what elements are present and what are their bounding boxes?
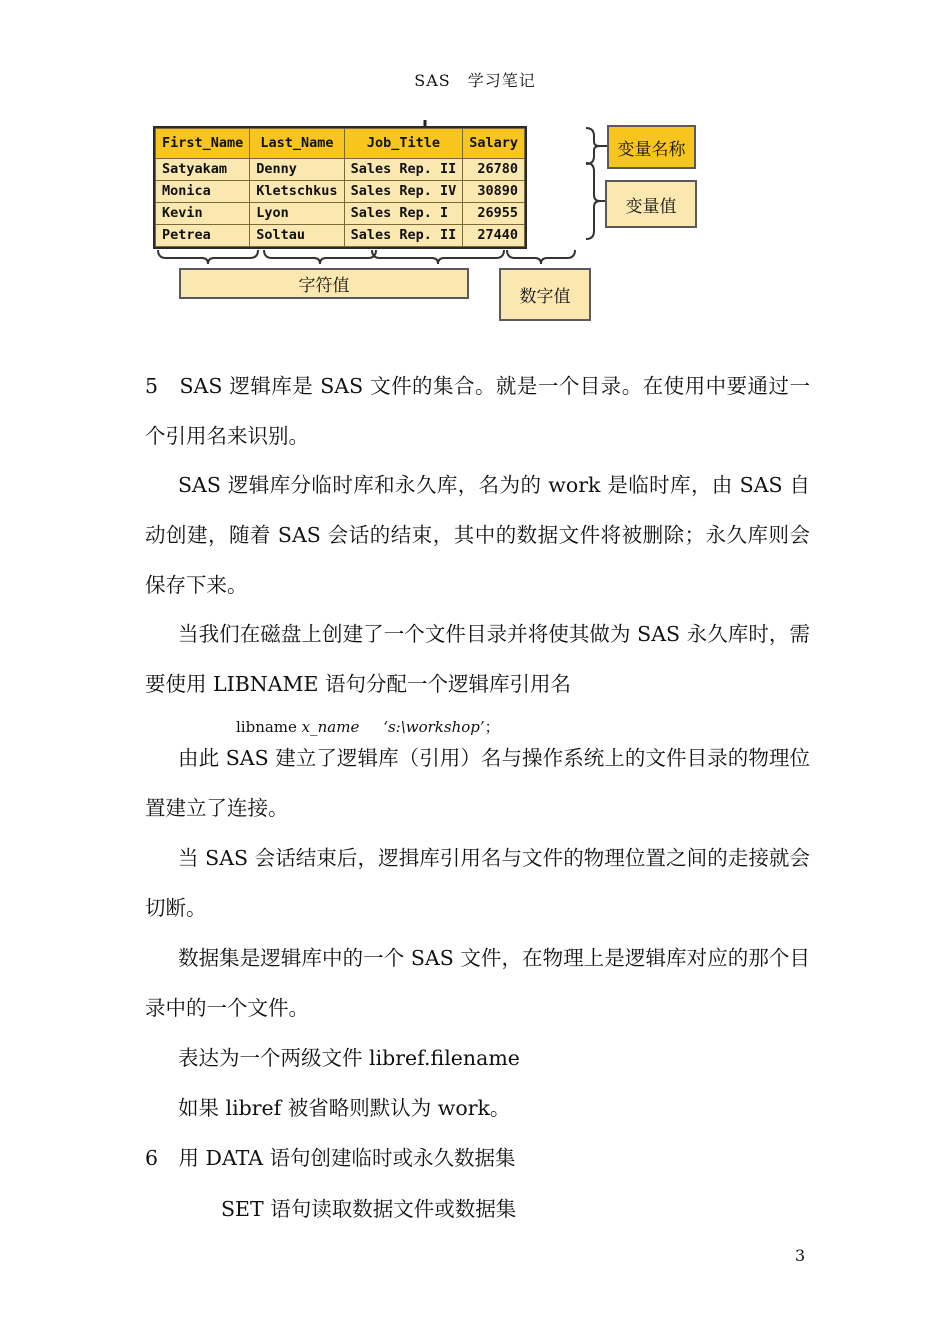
paragraph-libname: 当我们在磁盘上创建了一个文件目录并将使其做为 SAS 永久库时，需要使用 LIBNAME 语句分配一个逻辑库引用名 bbox=[145, 622, 810, 696]
paragraph-library-intro: 5 SAS 逻辑库是 SAS 文件的集合。就是一个目录。在使用中要通过一个引用名来识别。 bbox=[145, 374, 810, 448]
table-row bbox=[156, 203, 525, 225]
table-cell: Soltau bbox=[250, 225, 344, 247]
code-path: ‘s:\workshop’ bbox=[383, 718, 485, 736]
table-cell: 30890 bbox=[463, 181, 525, 203]
table-cell: Denny bbox=[250, 159, 344, 181]
table-cell: Lyon bbox=[250, 203, 344, 225]
paragraph-two-level-name: 表达为一个两级文件 libref.filename bbox=[178, 1046, 520, 1070]
table-cell: Kletschkus bbox=[250, 181, 344, 203]
table-cell: Sales Rep. IV bbox=[344, 181, 463, 203]
table-cell: Sales Rep. I bbox=[344, 203, 463, 225]
table-cell: 26955 bbox=[463, 203, 525, 225]
table-cell: 27440 bbox=[463, 225, 525, 247]
column-header: Salary bbox=[463, 129, 525, 159]
page-header: SAS 学习笔记 bbox=[414, 71, 536, 90]
paragraph-dataset: 数据集是逻辑库中的一个 SAS 文件，在物理上是逻辑库对应的那个目录中的一个文件。 bbox=[145, 946, 810, 1020]
table-row bbox=[156, 159, 525, 181]
numeric-value-label: 数字值 bbox=[499, 268, 591, 321]
code-libref: x_name bbox=[301, 718, 360, 736]
sample-dataset-table bbox=[155, 128, 525, 247]
column-header: Last_Name bbox=[250, 129, 344, 159]
table-header-row bbox=[156, 129, 525, 159]
table-cell: Monica bbox=[156, 181, 250, 203]
table-cell: 26780 bbox=[463, 159, 525, 181]
variable-name-label: 变量名称 bbox=[607, 125, 696, 169]
code-keyword: libname bbox=[236, 718, 302, 736]
variable-value-label: 变量值 bbox=[605, 180, 697, 228]
table-cell: Satyakam bbox=[156, 159, 250, 181]
paragraph-connection: 由此 SAS 建立了逻辑库（引用）名与操作系统上的文件目录的物理位置建立了连接。 bbox=[145, 746, 810, 820]
table-row bbox=[156, 181, 525, 203]
table-cell: Kevin bbox=[156, 203, 250, 225]
char-value-label: 字符值 bbox=[179, 268, 469, 299]
paragraph-data-step: 6 用 DATA 语句创建临时或永久数据集 bbox=[145, 1146, 516, 1170]
table-row bbox=[156, 225, 525, 247]
column-header: Job_Title bbox=[344, 129, 463, 159]
table-cell: Sales Rep. II bbox=[344, 159, 463, 181]
paragraph-default-work: 如果 libref 被省略则默认为 work。 bbox=[178, 1096, 511, 1120]
page-number: 3 bbox=[795, 1246, 806, 1265]
code-end: ； bbox=[484, 718, 500, 736]
paragraph-library-types: SAS 逻辑库分临时库和永久库，名为的 work 是临时库，由 SAS 自动创建，随着 SAS 会话的结束，其中的数据文件将被删除；永久库则会保存下来。 bbox=[145, 473, 810, 597]
table-cell: Sales Rep. II bbox=[344, 225, 463, 247]
table-cell: Petrea bbox=[156, 225, 250, 247]
paragraph-set-statement: SET 语句读取数据文件或数据集 bbox=[221, 1197, 517, 1221]
dataset-figure bbox=[0, 0, 950, 340]
column-header: First_Name bbox=[156, 129, 250, 159]
paragraph-disconnect: 当 SAS 会话结束后，逻揖库引用名与文件的物理位置之间的走接就会切断。 bbox=[145, 846, 810, 920]
